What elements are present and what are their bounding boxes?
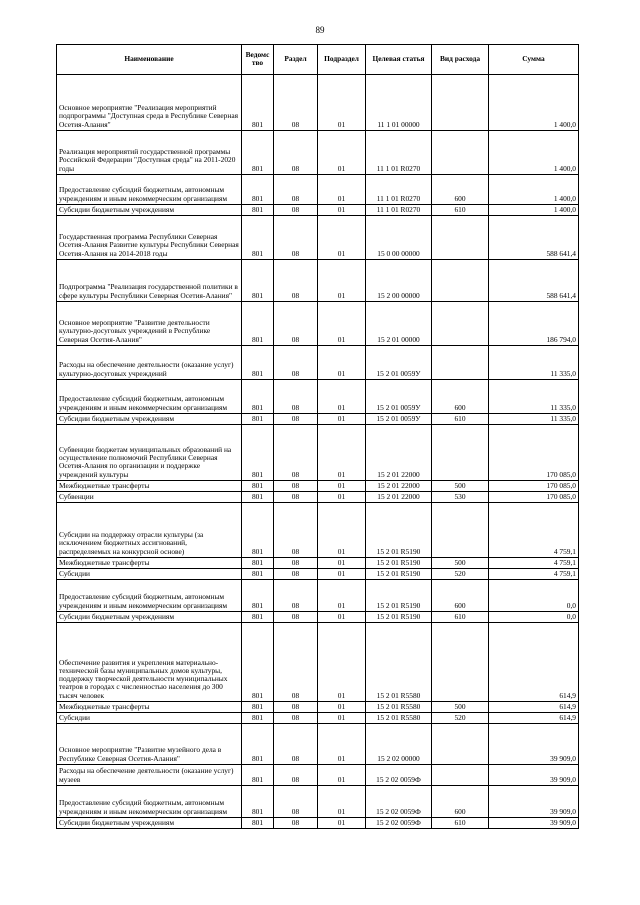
cell-target: 15 2 01 0059У (366, 380, 432, 414)
cell-name: Субсидии бюджетным учреждениям (57, 414, 242, 425)
table-row (57, 558, 579, 569)
cell-expense-type: 500 (432, 702, 489, 713)
cell-expense-type (432, 260, 489, 302)
table-row (57, 380, 579, 414)
table-row (57, 75, 579, 131)
cell-name: Субсидии бюджетным учреждениям (57, 612, 242, 623)
table-row (57, 569, 579, 580)
cell-subsection: 01 (318, 724, 366, 765)
cell-subsection: 01 (318, 765, 366, 786)
cell-section: 08 (274, 503, 318, 558)
cell-subsection: 01 (318, 380, 366, 414)
cell-name: Субсидии (57, 569, 242, 580)
cell-ministry: 801 (242, 765, 274, 786)
cell-amount: 1 400,0 (489, 75, 579, 131)
cell-name: Субсидии бюджетным учреждениям (57, 818, 242, 829)
cell-name: Межбюджетные трансферты (57, 558, 242, 569)
cell-section: 08 (274, 481, 318, 492)
cell-name: Субвенции бюджетам муниципальных образований на осуществление полномочий Республики Северная Осетия-Алания по организации и поддержке учреждений культуры (57, 425, 242, 481)
table-row (57, 346, 579, 380)
cell-target: 15 0 00 00000 (366, 216, 432, 260)
cell-subsection: 01 (318, 216, 366, 260)
cell-section: 08 (274, 75, 318, 131)
cell-amount: 0,0 (489, 580, 579, 612)
cell-expense-type (432, 216, 489, 260)
cell-expense-type (432, 302, 489, 346)
page-number: 89 (315, 25, 325, 35)
table-row (57, 713, 579, 724)
cell-ministry: 801 (242, 425, 274, 481)
cell-subsection: 01 (318, 205, 366, 216)
cell-ministry: 801 (242, 713, 274, 724)
header-ministry: Ведомс тво (242, 45, 274, 75)
cell-subsection: 01 (318, 260, 366, 302)
cell-subsection: 01 (318, 569, 366, 580)
cell-amount: 39 909,0 (489, 786, 579, 818)
cell-subsection: 01 (318, 346, 366, 380)
cell-expense-type (432, 503, 489, 558)
table-row (57, 216, 579, 260)
cell-expense-type: 530 (432, 492, 489, 503)
budget-table (56, 44, 579, 829)
cell-section: 08 (274, 216, 318, 260)
cell-amount: 588 641,4 (489, 216, 579, 260)
table-body (57, 75, 579, 829)
cell-target: 11 1 01 R0270 (366, 131, 432, 175)
table-row (57, 425, 579, 481)
cell-section: 08 (274, 492, 318, 503)
cell-subsection: 01 (318, 612, 366, 623)
cell-expense-type: 500 (432, 558, 489, 569)
cell-amount: 588 641,4 (489, 260, 579, 302)
cell-subsection: 01 (318, 175, 366, 205)
cell-section: 08 (274, 612, 318, 623)
table-row (57, 580, 579, 612)
table-row (57, 724, 579, 765)
cell-target: 15 2 01 R5190 (366, 569, 432, 580)
cell-subsection: 01 (318, 302, 366, 346)
cell-subsection: 01 (318, 414, 366, 425)
cell-name: Обеспечение развития и укрепления материально-технической базы муниципальных домов культуры, поддержку творческой деятельности муниципальных театров в городах с численностью населения до 300 тысяч человек (57, 623, 242, 702)
cell-expense-type: 520 (432, 713, 489, 724)
cell-expense-type: 600 (432, 580, 489, 612)
table-row (57, 131, 579, 175)
cell-section: 08 (274, 414, 318, 425)
cell-amount: 614,9 (489, 713, 579, 724)
cell-name: Реализация мероприятий государственной программы Российской Федерации "Доступная среда" на 2011-2020 годы (57, 131, 242, 175)
cell-expense-type: 500 (432, 481, 489, 492)
cell-subsection: 01 (318, 503, 366, 558)
header-section: Раздел (274, 45, 318, 75)
cell-section: 08 (274, 175, 318, 205)
cell-amount: 186 794,0 (489, 302, 579, 346)
cell-amount: 170 085,0 (489, 425, 579, 481)
cell-section: 08 (274, 131, 318, 175)
cell-amount: 614,9 (489, 623, 579, 702)
cell-section: 08 (274, 786, 318, 818)
cell-target: 15 2 02 0059Ф (366, 765, 432, 786)
cell-target: 15 2 01 00000 (366, 302, 432, 346)
cell-expense-type: 600 (432, 175, 489, 205)
cell-name: Предоставление субсидий бюджетным, автономным учреждениям и иным некоммерческим организациям (57, 580, 242, 612)
cell-target: 15 2 02 0059Ф (366, 818, 432, 829)
cell-target: 15 2 01 22000 (366, 425, 432, 481)
table-row (57, 702, 579, 713)
cell-expense-type: 610 (432, 414, 489, 425)
cell-expense-type (432, 131, 489, 175)
cell-target: 11 1 01 R0270 (366, 175, 432, 205)
cell-ministry: 801 (242, 623, 274, 702)
cell-amount: 11 335,0 (489, 346, 579, 380)
cell-amount: 614,9 (489, 702, 579, 713)
header-amount: Сумма (489, 45, 579, 75)
cell-name: Предоставление субсидий бюджетным, автономным учреждениям и иным некоммерческим организациям (57, 175, 242, 205)
cell-section: 08 (274, 260, 318, 302)
cell-section: 08 (274, 346, 318, 380)
cell-amount: 39 909,0 (489, 818, 579, 829)
cell-section: 08 (274, 623, 318, 702)
cell-name: Субвенции (57, 492, 242, 503)
cell-section: 08 (274, 558, 318, 569)
cell-amount: 170 085,0 (489, 481, 579, 492)
cell-target: 15 2 01 R5580 (366, 623, 432, 702)
header-subsection: Подраздел (318, 45, 366, 75)
table-row (57, 414, 579, 425)
table-row (57, 623, 579, 702)
cell-amount: 4 759,1 (489, 503, 579, 558)
cell-ministry: 801 (242, 131, 274, 175)
cell-name: Предоставление субсидий бюджетным, автономным учреждениям и иным некоммерческим организациям (57, 380, 242, 414)
cell-subsection: 01 (318, 492, 366, 503)
cell-amount: 39 909,0 (489, 724, 579, 765)
cell-target: 15 2 02 00000 (366, 724, 432, 765)
cell-amount: 4 759,1 (489, 558, 579, 569)
cell-target: 15 2 01 R5580 (366, 702, 432, 713)
cell-subsection: 01 (318, 425, 366, 481)
cell-name: Расходы на обеспечение деятельности (оказание услуг) культурно-досуговых учреждений (57, 346, 242, 380)
cell-section: 08 (274, 425, 318, 481)
table-row (57, 481, 579, 492)
cell-subsection: 01 (318, 481, 366, 492)
cell-name: Подпрограмма "Реализация государственной политики в сфере культуры Республики Северная Осетия-Алания" (57, 260, 242, 302)
table-row (57, 260, 579, 302)
cell-target: 11 1 01 00000 (366, 75, 432, 131)
cell-expense-type: 600 (432, 786, 489, 818)
cell-section: 08 (274, 205, 318, 216)
header-target: Целевая статья (366, 45, 432, 75)
cell-subsection: 01 (318, 786, 366, 818)
table-row (57, 612, 579, 623)
cell-ministry: 801 (242, 702, 274, 713)
cell-name: Основное мероприятие "Реализация мероприятий подпрограммы "Доступная среда в Республике Северная Осетия-Алания" (57, 75, 242, 131)
cell-ministry: 801 (242, 380, 274, 414)
cell-target: 15 2 01 R5580 (366, 713, 432, 724)
cell-ministry: 801 (242, 205, 274, 216)
table-header-row (57, 45, 579, 75)
cell-ministry: 801 (242, 216, 274, 260)
cell-ministry: 801 (242, 492, 274, 503)
cell-expense-type (432, 724, 489, 765)
cell-amount: 1 400,0 (489, 131, 579, 175)
cell-target: 15 2 01 R5190 (366, 558, 432, 569)
cell-target: 15 2 00 00000 (366, 260, 432, 302)
cell-amount: 170 085,0 (489, 492, 579, 503)
table-row (57, 302, 579, 346)
table-row (57, 786, 579, 818)
cell-section: 08 (274, 724, 318, 765)
cell-ministry: 801 (242, 302, 274, 346)
cell-ministry: 801 (242, 569, 274, 580)
cell-section: 08 (274, 818, 318, 829)
cell-subsection: 01 (318, 131, 366, 175)
cell-name: Основное мероприятие "Развитие деятельности культурно-досуговых учреждений в Республике Северная Осетия-Алания" (57, 302, 242, 346)
cell-subsection: 01 (318, 558, 366, 569)
cell-ministry: 801 (242, 481, 274, 492)
cell-ministry: 801 (242, 346, 274, 380)
cell-expense-type: 610 (432, 612, 489, 623)
cell-target: 15 2 01 0059У (366, 346, 432, 380)
header-name: Наименование (57, 45, 242, 75)
cell-target: 15 2 02 0059Ф (366, 786, 432, 818)
cell-target: 15 2 01 R5190 (366, 612, 432, 623)
cell-name: Субсидии бюджетным учреждениям (57, 205, 242, 216)
cell-name: Расходы на обеспечение деятельности (оказание услуг) музеев (57, 765, 242, 786)
header-expense-type: Вид расхода (432, 45, 489, 75)
cell-expense-type: 610 (432, 205, 489, 216)
cell-subsection: 01 (318, 75, 366, 131)
table-row (57, 205, 579, 216)
cell-amount: 4 759,1 (489, 569, 579, 580)
cell-subsection: 01 (318, 818, 366, 829)
cell-section: 08 (274, 765, 318, 786)
cell-ministry: 801 (242, 786, 274, 818)
cell-subsection: 01 (318, 713, 366, 724)
table-row (57, 503, 579, 558)
cell-expense-type (432, 346, 489, 380)
cell-section: 08 (274, 580, 318, 612)
cell-target: 15 2 01 R5190 (366, 580, 432, 612)
cell-expense-type (432, 623, 489, 702)
cell-name: Предоставление субсидий бюджетным, автономным учреждениям и иным некоммерческим организациям (57, 786, 242, 818)
cell-amount: 0,0 (489, 612, 579, 623)
cell-ministry: 801 (242, 414, 274, 425)
cell-section: 08 (274, 702, 318, 713)
cell-section: 08 (274, 302, 318, 346)
cell-amount: 1 400,0 (489, 205, 579, 216)
cell-amount: 11 335,0 (489, 414, 579, 425)
cell-expense-type (432, 75, 489, 131)
table-row (57, 492, 579, 503)
cell-target: 15 2 01 R5190 (366, 503, 432, 558)
cell-expense-type: 610 (432, 818, 489, 829)
cell-name: Основное мероприятие "Развитие музейного дела в Республике Северная Осетия-Алания" (57, 724, 242, 765)
cell-name: Субсидии на поддержку отрасли культуры (за исключением бюджетных ассигнований, распределяемых на конкурсной основе) (57, 503, 242, 558)
cell-section: 08 (274, 569, 318, 580)
table-row (57, 175, 579, 205)
cell-subsection: 01 (318, 623, 366, 702)
table-row (57, 818, 579, 829)
cell-expense-type (432, 765, 489, 786)
cell-ministry: 801 (242, 818, 274, 829)
cell-amount: 11 335,0 (489, 380, 579, 414)
cell-expense-type: 600 (432, 380, 489, 414)
cell-ministry: 801 (242, 612, 274, 623)
cell-name: Субсидии (57, 713, 242, 724)
cell-amount: 39 909,0 (489, 765, 579, 786)
cell-expense-type: 520 (432, 569, 489, 580)
cell-ministry: 801 (242, 558, 274, 569)
cell-subsection: 01 (318, 580, 366, 612)
table-row (57, 765, 579, 786)
cell-name: Межбюджетные трансферты (57, 481, 242, 492)
cell-target: 11 1 01 R0270 (366, 205, 432, 216)
cell-target: 15 2 01 22000 (366, 492, 432, 503)
cell-ministry: 801 (242, 503, 274, 558)
cell-ministry: 801 (242, 724, 274, 765)
cell-amount: 1 400,0 (489, 175, 579, 205)
cell-expense-type (432, 425, 489, 481)
cell-section: 08 (274, 713, 318, 724)
cell-ministry: 801 (242, 580, 274, 612)
cell-ministry: 801 (242, 260, 274, 302)
cell-target: 15 2 01 22000 (366, 481, 432, 492)
cell-ministry: 801 (242, 175, 274, 205)
cell-name: Межбюджетные трансферты (57, 702, 242, 713)
cell-subsection: 01 (318, 702, 366, 713)
cell-name: Государственная программа Республики Северная Осетия-Алания Развитие культуры Республики Северная Осетия-Алания на 2014-2018 годы (57, 216, 242, 260)
cell-target: 15 2 01 0059У (366, 414, 432, 425)
cell-section: 08 (274, 380, 318, 414)
cell-ministry: 801 (242, 75, 274, 131)
